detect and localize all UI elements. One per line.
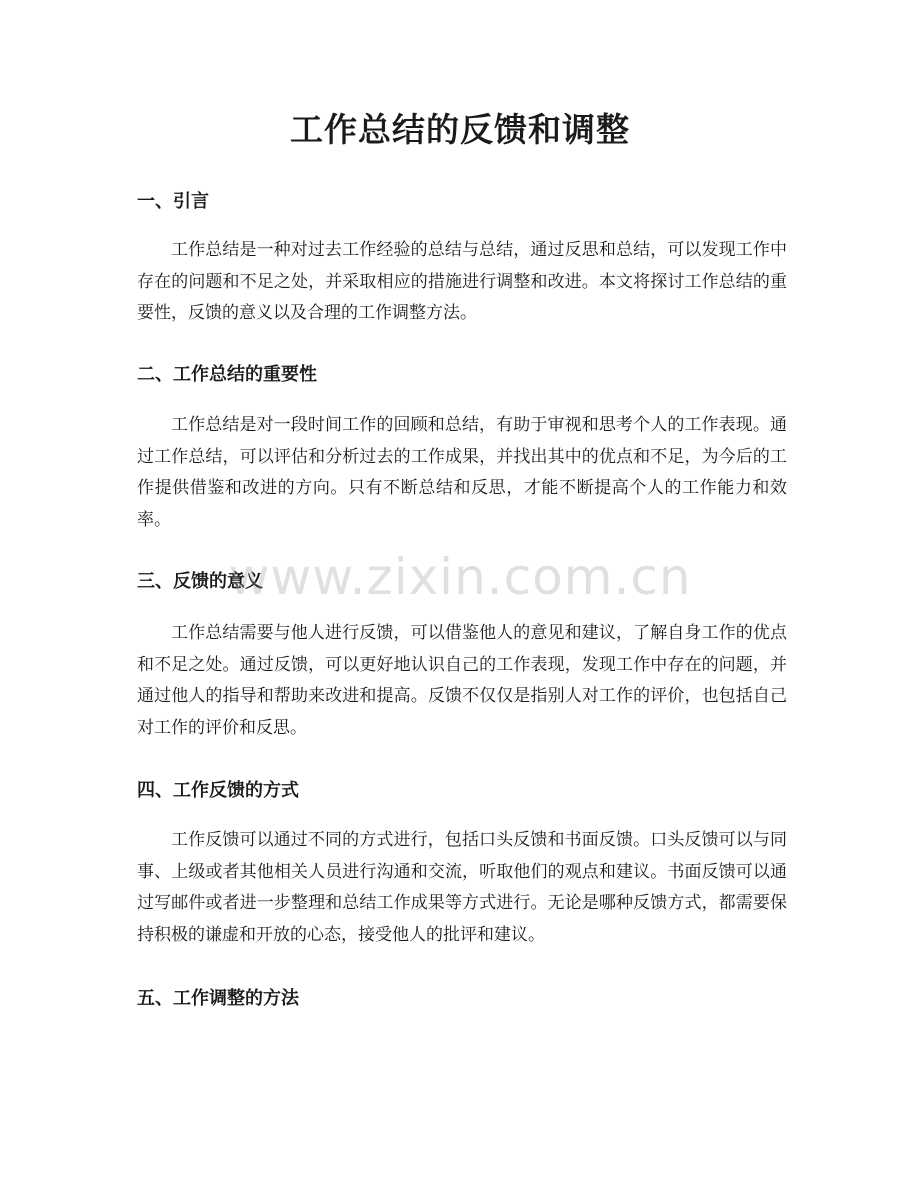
section-heading-feedback-methods: 四、工作反馈的方式 [137,780,299,801]
section-heading-adjustment-methods: 五、工作调整的方法 [137,988,299,1009]
section-heading-feedback-meaning: 三、反馈的意义 [137,571,263,592]
section-paragraph-introduction: 工作总结是一种对过去工作经验的总结与总结，通过反思和总结，可以发现工作中存在的问题和不足之处，并采取相应的措施进行调整和改进。本文将探讨工作总结的重要性，反馈的意义以及合理的工作调整方法。 [137,240,787,323]
section-paragraph-feedback-methods: 工作反馈可以通过不同的方式进行，包括口头反馈和书面反馈。口头反馈可以与同事、上级或者其他相关人员进行沟通和交流，听取他们的观点和建议。书面反馈可以通过写邮件或者进一步整理和总结工作成果等方式进行。无论是哪种反馈方式，都需要保持积极的谦虚和开放的心态，接受他人的批评和建议。 [137,830,787,945]
section-heading-introduction: 一、引言 [137,191,209,212]
watermark-text: www.zixin.com.cn [228,548,692,606]
section-paragraph-feedback-meaning: 工作总结需要与他人进行反馈，可以借鉴他人的意见和建议，了解自身工作的优点和不足之处。通过反馈，可以更好地认识自己的工作表现，发现工作中存在的问题，并通过他人的指导和帮助来改进和提高。反馈不仅仅是指别人对工作的评价，也包括自己对工作的评价和反思。 [137,623,787,738]
page-title: 工作总结的反馈和调整 [290,110,630,149]
section-heading-importance: 二、工作总结的重要性 [137,364,317,385]
section-paragraph-importance: 工作总结是对一段时间工作的回顾和总结，有助于审视和思考个人的工作表现。通过工作总结，可以评估和分析过去的工作成果，并找出其中的优点和不足，为今后的工作提供借鉴和改进的方向。只有不断总结和反思，才能不断提高个人的工作能力和效率。 [137,415,787,530]
